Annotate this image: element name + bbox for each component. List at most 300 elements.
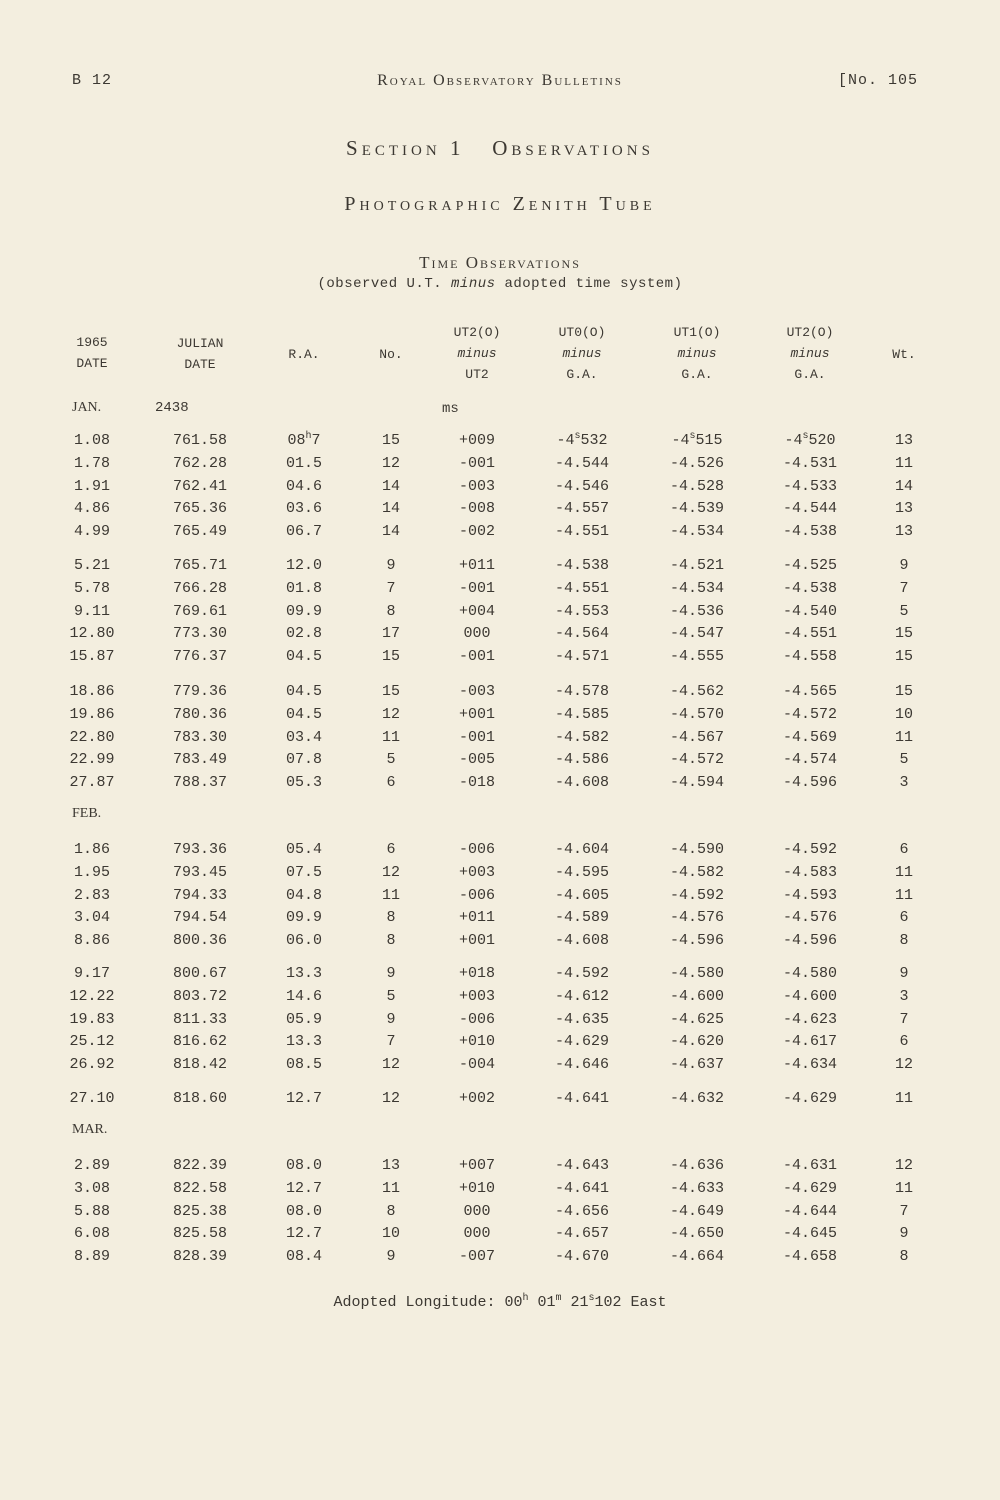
ut0-minus-ga-cell: -4.551	[554, 523, 609, 541]
subtitle-minus: minus	[451, 276, 496, 292]
ra-cell: 05.3	[285, 774, 322, 792]
ut1-minus-ga-cell: -4.650	[669, 1225, 724, 1243]
weight-cell: 5	[899, 751, 909, 769]
ut0-minus-ga-cell: -4.546	[554, 477, 609, 495]
ut2-minus-ga-cell: -4.538	[782, 523, 837, 541]
ra-cell: 04.5	[285, 648, 322, 666]
ut1-minus-ga-cell: -4.596	[669, 932, 724, 950]
weight-cell: 6	[899, 841, 909, 858]
no-cell: 11	[381, 886, 400, 904]
weight-cell: 6	[899, 1033, 909, 1051]
table-subtitle	[0, 276, 1000, 292]
header-julian-line: JULIAN	[176, 336, 224, 351]
date-cell: 27.10	[69, 1090, 115, 1107]
header-ut2o-line: UT2(O)	[453, 325, 501, 340]
ut2o-minus-ut2-cell: -005	[458, 751, 495, 769]
ra-cell: 04.6	[285, 477, 322, 495]
ut2o-minus-ut2-cell: -003	[458, 683, 495, 700]
no-cell: 15	[381, 432, 400, 449]
ra-cell: 08.0	[285, 1202, 322, 1220]
julian-date-cell: 773.30	[172, 625, 227, 643]
header-ut0-line: G.A.	[566, 367, 598, 382]
ut2-minus-ga-cell: -4.572	[782, 705, 837, 723]
julian-date-cell: 765.49	[172, 523, 227, 541]
ut0-minus-ga-cell: -4.578	[554, 683, 609, 700]
date-cell: 1.08	[73, 432, 110, 449]
ut2-minus-ga-cell: -4.558	[782, 648, 837, 666]
ut1-minus-ga-cell: -4.572	[669, 751, 724, 769]
ut1-minus-ga-cell: -4.570	[669, 705, 724, 723]
ut2-minus-ga-cell: -4.538	[782, 579, 837, 597]
no-cell: 12	[381, 863, 400, 881]
header-ut2o-line: minus	[457, 346, 497, 361]
ut2-minus-ga-cell: -4.583	[782, 863, 837, 881]
ut0-minus-ga-cell: -4.557	[554, 500, 609, 518]
ra-cell: 01.5	[285, 454, 322, 472]
ut2-minus-ga-cell: -4.592	[782, 841, 837, 858]
date-cell: 19.86	[69, 705, 115, 723]
ut0-minus-ga-cell: -4.656	[554, 1202, 609, 1220]
weight-cell: 11	[894, 728, 913, 746]
ut2-minus-ga-cell: -4.631	[782, 1157, 837, 1174]
ut2o-minus-ut2-cell: -018	[458, 774, 495, 792]
ut2o-minus-ut2-cell: +002	[458, 1090, 495, 1107]
weight-cell: 7	[899, 1010, 909, 1028]
date-cell: 12.80	[69, 625, 115, 643]
no-cell: 11	[381, 728, 400, 746]
ut0-minus-ga-cell: -4.564	[554, 625, 609, 643]
date-cell: 5.88	[73, 1202, 110, 1220]
subtitle-pre: (observed U.T.	[317, 276, 452, 292]
ra-cell: 03.6	[285, 500, 322, 518]
ut2o-minus-ut2-cell: -001	[458, 648, 495, 666]
header-ut2-line: UT2(O)	[786, 325, 834, 340]
ra-cell: 03.4	[285, 728, 322, 746]
ut0-minus-ga-cell: -4.657	[554, 1225, 609, 1243]
ra-cell: 08.4	[285, 1248, 322, 1266]
bulletin-number: [No. 105	[837, 72, 918, 89]
julian-date-cell: 794.54	[172, 909, 227, 927]
ut2-minus-ga-cell: -4.600	[782, 987, 837, 1005]
ut0-minus-ga-cell: -4.553	[554, 602, 609, 620]
ut0-minus-ga-cell: -4.608	[554, 932, 609, 950]
weight-cell: 11	[894, 863, 913, 881]
julian-date-cell: 766.28	[172, 579, 227, 597]
julian-date-cell: 828.39	[172, 1248, 227, 1266]
ut1-minus-ga-cell: -4.625	[669, 1010, 724, 1028]
ut2-minus-ga-cell: -4.569	[782, 728, 837, 746]
ut0-minus-ga-cell: -4.635	[554, 1010, 609, 1028]
ut1-minus-ga-cell: -4.636	[669, 1157, 724, 1174]
ut2o-minus-ut2-cell: 000	[463, 1202, 491, 1220]
ra-cell: 08$^h$7	[287, 431, 321, 449]
ra-cell: 06.0	[285, 932, 322, 950]
ra-cell: 05.9	[285, 1010, 322, 1028]
julian-date-cell: 762.28	[172, 454, 227, 472]
header-wt: Wt.	[892, 347, 916, 362]
ut2o-minus-ut2-cell: +009	[458, 432, 495, 449]
ut0-minus-ga-cell: -4.586	[554, 751, 609, 769]
ut2o-minus-ut2-cell: +010	[458, 1033, 495, 1051]
no-cell: 15	[381, 648, 400, 666]
date-cell: 3.08	[73, 1179, 110, 1197]
julian-date-cell: 769.61	[172, 602, 227, 620]
ut1-minus-ga-cell: -4.555	[669, 648, 724, 666]
ra-cell: 09.9	[285, 602, 322, 620]
ut2o-minus-ut2-cell: +004	[458, 602, 495, 620]
date-cell: 26.92	[69, 1056, 115, 1074]
julian-date-cell: 816.62	[172, 1033, 227, 1051]
ra-cell: 04.8	[285, 886, 322, 904]
ut0-minus-ga-cell: -4.643	[554, 1157, 609, 1174]
julian-date-cell: 793.45	[172, 863, 227, 881]
ut2-minus-ga-cell: -4.525	[782, 557, 837, 574]
julian-date-cell: 818.42	[172, 1056, 227, 1074]
ra-cell: 04.5	[285, 683, 322, 700]
ut2-minus-ga-cell: -4.623	[782, 1010, 837, 1028]
julian-date-cell: 761.58	[172, 432, 227, 449]
date-cell: 8.86	[73, 932, 110, 950]
ut0-minus-ga-cell: -4.595	[554, 863, 609, 881]
ra-cell: 09.9	[285, 909, 322, 927]
header-ut1-line: minus	[677, 346, 717, 361]
julian-date-cell: 794.33	[172, 886, 227, 904]
ra-cell: 12.7	[285, 1225, 322, 1243]
weight-cell: 11	[894, 1179, 913, 1197]
ut1-minus-ga-cell: -4.649	[669, 1202, 724, 1220]
no-cell: 6	[386, 841, 396, 858]
header-ut0-line: minus	[562, 346, 602, 361]
no-cell: 15	[381, 683, 400, 700]
ut2o-minus-ut2-cell: -006	[458, 841, 495, 858]
weight-cell: 9	[899, 557, 909, 574]
ut2o-minus-ut2-cell: -001	[458, 728, 495, 746]
ut1-minus-ga-cell: -4.528	[669, 477, 724, 495]
ut1-minus-ga-cell: -4.534	[669, 523, 724, 541]
no-cell: 8	[386, 909, 396, 927]
ut2o-minus-ut2-cell: +003	[458, 987, 495, 1005]
header-ut2	[755, 322, 865, 385]
julian-date-cell: 780.36	[172, 705, 227, 723]
ut1-minus-ga-cell: -4.664	[669, 1248, 724, 1266]
weight-cell: 9	[899, 1225, 909, 1243]
ut1-minus-ga-cell: -4$^s$515	[671, 431, 723, 449]
weight-cell: 11	[894, 454, 913, 472]
date-cell: 3.04	[73, 909, 110, 927]
header-ra: R.A.	[288, 347, 320, 362]
no-cell: 9	[386, 965, 396, 982]
julian-date-cell: 783.30	[172, 728, 227, 746]
weight-cell: 10	[894, 705, 913, 723]
julian-date-cell: 788.37	[172, 774, 227, 792]
no-cell: 13	[381, 1157, 400, 1174]
ut2-minus-ga-cell: -4.596	[782, 774, 837, 792]
julian-date-cell: 822.39	[172, 1157, 227, 1174]
weight-cell: 3	[899, 987, 909, 1005]
julian-date-cell: 811.33	[172, 1010, 227, 1028]
ut0-minus-ga-cell: -4.608	[554, 774, 609, 792]
no-cell: 14	[381, 500, 400, 518]
weight-cell: 8	[899, 1248, 909, 1266]
month-label: FEB.	[72, 806, 102, 821]
no-cell: 14	[381, 477, 400, 495]
header-ut1-line: G.A.	[681, 367, 713, 382]
ut2-minus-ga-cell: -4.533	[782, 477, 837, 495]
weight-cell: 3	[899, 774, 909, 792]
header-ut1	[642, 322, 752, 385]
ut2-minus-ga-cell: -4.617	[782, 1033, 837, 1051]
ut0-minus-ga-cell: -4.641	[554, 1090, 609, 1107]
date-cell: 8.89	[73, 1248, 110, 1266]
date-cell: 1.95	[73, 863, 110, 881]
ut0-minus-ga-cell: -4.544	[554, 454, 609, 472]
no-cell: 8	[386, 932, 396, 950]
ra-cell: 08.0	[285, 1157, 322, 1174]
header-ut1-line: UT1(O)	[673, 325, 721, 340]
ut1-minus-ga-cell: -4.637	[669, 1056, 724, 1074]
ut2-minus-ga-cell: -4.540	[782, 602, 837, 620]
ut1-minus-ga-cell: -4.576	[669, 909, 724, 927]
date-cell: 6.08	[73, 1225, 110, 1243]
ut2o-minus-ut2-cell: +001	[458, 932, 495, 950]
date-cell: 4.99	[73, 523, 110, 541]
ut2-minus-ga-cell: -4.576	[782, 909, 837, 927]
header-no: No.	[379, 347, 403, 362]
ut1-minus-ga-cell: -4.562	[669, 683, 724, 700]
weight-cell: 13	[894, 500, 913, 518]
ut2o-minus-ut2-cell: +011	[458, 557, 495, 574]
ut2-minus-ga-cell: -4.531	[782, 454, 837, 472]
ut0-minus-ga-cell: -4.538	[554, 557, 609, 574]
date-cell: 18.86	[69, 683, 115, 700]
no-cell: 8	[386, 602, 396, 620]
ut2-minus-ga-cell: -4.593	[782, 886, 837, 904]
no-cell: 5	[386, 987, 396, 1005]
weight-cell: 13	[894, 432, 913, 449]
ut2o-minus-ut2-cell: -007	[458, 1248, 495, 1266]
ut2o-minus-ut2-cell: +007	[458, 1157, 495, 1174]
weight-cell: 15	[894, 683, 913, 700]
ut2-minus-ga-cell: -4.634	[782, 1056, 837, 1074]
date-cell: 1.78	[73, 454, 110, 472]
ut2o-minus-ut2-cell: -001	[458, 579, 495, 597]
ra-cell: 02.8	[285, 625, 322, 643]
date-cell: 9.17	[73, 965, 110, 982]
weight-cell: 11	[894, 886, 913, 904]
weight-cell: 5	[899, 602, 909, 620]
weight-cell: 15	[894, 648, 913, 666]
date-cell: 27.87	[69, 774, 115, 792]
section-title: Section 1 Observations	[346, 136, 654, 160]
no-cell: 8	[386, 1202, 396, 1220]
date-cell: 15.87	[69, 648, 115, 666]
weight-cell: 11	[894, 1090, 913, 1107]
ut0-minus-ga-cell: -4.641	[554, 1179, 609, 1197]
ut0-minus-ga-cell: -4.589	[554, 909, 609, 927]
julian-date-cell: 818.60	[172, 1090, 227, 1107]
date-cell: 19.83	[69, 1010, 115, 1028]
weight-cell: 12	[894, 1056, 913, 1074]
date-cell: 5.21	[73, 557, 110, 574]
julian-date-cell: 803.72	[172, 987, 227, 1005]
no-cell: 17	[381, 625, 400, 643]
ut0-minus-ga-cell: -4.670	[554, 1248, 609, 1266]
header-julian-line: DATE	[184, 357, 216, 372]
no-cell: 12	[381, 1056, 400, 1074]
ra-cell: 14.6	[285, 987, 322, 1005]
ut1-minus-ga-cell: -4.600	[669, 987, 724, 1005]
ut1-minus-ga-cell: -4.539	[669, 500, 724, 518]
header-date-line: DATE	[76, 356, 108, 371]
julian-date-cell: 765.36	[172, 500, 227, 518]
month-label: MAR.	[72, 1122, 108, 1137]
ut1-minus-ga-cell: -4.521	[669, 557, 724, 574]
ut2-minus-ga-cell: -4.658	[782, 1248, 837, 1266]
ut1-minus-ga-cell: -4.594	[669, 774, 724, 792]
ut1-minus-ga-cell: -4.633	[669, 1179, 724, 1197]
weight-cell: 14	[894, 477, 913, 495]
ut0-minus-ga-cell: -4.551	[554, 579, 609, 597]
date-cell: 2.83	[73, 886, 110, 904]
julian-date-cell: 800.67	[172, 965, 227, 982]
ut0-minus-ga-cell: -4.605	[554, 886, 609, 904]
ut0-minus-ga-cell: -4.629	[554, 1033, 609, 1051]
weight-cell: 6	[899, 909, 909, 927]
table-title: Time Observations	[419, 253, 581, 272]
unit-ms: ms	[442, 401, 459, 417]
ut0-minus-ga-cell: -4.612	[554, 987, 609, 1005]
sub-title: Photographic Zenith Tube	[344, 193, 656, 215]
ra-cell: 13.3	[285, 1033, 322, 1051]
ut2o-minus-ut2-cell: +011	[458, 909, 495, 927]
ra-cell: 07.5	[285, 863, 322, 881]
header-ut2o	[432, 322, 522, 385]
ut2-minus-ga-cell: -4.629	[782, 1179, 837, 1197]
page-number: B 12	[72, 72, 113, 89]
no-cell: 12	[381, 1090, 400, 1107]
ut2o-minus-ut2-cell: -001	[458, 454, 495, 472]
no-cell: 7	[386, 1033, 396, 1051]
ra-cell: 01.8	[285, 579, 322, 597]
ra-cell: 05.4	[285, 841, 322, 858]
weight-cell: 7	[899, 1202, 909, 1220]
ut1-minus-ga-cell: -4.620	[669, 1033, 724, 1051]
ut2o-minus-ut2-cell: -003	[458, 477, 495, 495]
ra-cell: 12.7	[285, 1179, 322, 1197]
no-cell: 6	[386, 774, 396, 792]
ra-cell: 04.5	[285, 705, 322, 723]
julian-date-cell: 779.36	[172, 683, 227, 700]
julian-date-cell: 783.49	[172, 751, 227, 769]
weight-cell: 13	[894, 523, 913, 541]
ut2o-minus-ut2-cell: -006	[458, 1010, 495, 1028]
ut2o-minus-ut2-cell: -002	[458, 523, 495, 541]
ra-cell: 07.8	[285, 751, 322, 769]
ut1-minus-ga-cell: -4.580	[669, 965, 724, 982]
ut2o-minus-ut2-cell: +001	[458, 705, 495, 723]
ut1-minus-ga-cell: -4.536	[669, 602, 724, 620]
ut2-minus-ga-cell: -4.596	[782, 932, 837, 950]
weight-cell: 7	[899, 579, 909, 597]
ut2o-minus-ut2-cell: +003	[458, 863, 495, 881]
julian-date-cell: 776.37	[172, 648, 227, 666]
ra-cell: 12.0	[285, 557, 322, 574]
ut1-minus-ga-cell: -4.632	[669, 1090, 724, 1107]
running-header: Royal Observatory Bulletins	[377, 72, 623, 89]
ut1-minus-ga-cell: -4.567	[669, 728, 724, 746]
ut2o-minus-ut2-cell: 000	[463, 1225, 491, 1243]
header-ut2-line: minus	[790, 346, 830, 361]
date-cell: 25.12	[69, 1033, 115, 1051]
ut2-minus-ga-cell: -4.565	[782, 683, 837, 700]
no-cell: 9	[386, 1010, 396, 1028]
adopted-longitude: Adopted Longitude: 00$^h$ 01$^m$ 21$^s$102 East	[333, 1293, 667, 1311]
ra-cell: 12.7	[285, 1090, 322, 1107]
julian-date-cell: 822.58	[172, 1179, 227, 1197]
ra-cell: 06.7	[285, 523, 322, 541]
date-cell: 1.86	[73, 841, 110, 858]
no-cell: 5	[386, 751, 396, 769]
julian-date-cell: 793.36	[172, 841, 227, 858]
ut0-minus-ga-cell: -4.592	[554, 965, 609, 982]
header-ut2-line: G.A.	[794, 367, 826, 382]
ra-cell: 13.3	[285, 965, 322, 982]
weight-cell: 9	[899, 965, 909, 982]
ut2o-minus-ut2-cell: -006	[458, 886, 495, 904]
date-cell: 9.11	[73, 602, 110, 620]
ut0-minus-ga-cell: -4.582	[554, 728, 609, 746]
julian-date-cell: 762.41	[172, 477, 227, 495]
ut0-minus-ga-cell: -4.571	[554, 648, 609, 666]
ut1-minus-ga-cell: -4.592	[669, 886, 724, 904]
ut2o-minus-ut2-cell: -004	[458, 1056, 495, 1074]
no-cell: 9	[386, 557, 396, 574]
no-cell: 12	[381, 454, 400, 472]
julian-date-cell: 825.58	[172, 1225, 227, 1243]
ut2-minus-ga-cell: -4.580	[782, 965, 837, 982]
month-label: JAN.	[72, 400, 102, 415]
ut2-minus-ga-cell: -4.629	[782, 1090, 837, 1107]
header-julian	[145, 333, 255, 375]
ut0-minus-ga-cell: -4.646	[554, 1056, 609, 1074]
no-cell: 9	[386, 1248, 396, 1266]
header-date-line: 1965	[76, 335, 108, 350]
ut2-minus-ga-cell: -4.644	[782, 1202, 837, 1220]
header-ut0	[527, 322, 637, 385]
ut2o-minus-ut2-cell: 000	[463, 625, 491, 643]
ut2-minus-ga-cell: -4.544	[782, 500, 837, 518]
julian-base: 2438	[155, 400, 189, 416]
ut2o-minus-ut2-cell: -008	[458, 500, 495, 518]
ut1-minus-ga-cell: -4.534	[669, 579, 724, 597]
header-ut0-line: UT0(O)	[558, 325, 606, 340]
ut2-minus-ga-cell: -4.574	[782, 751, 837, 769]
date-cell: 22.99	[69, 751, 115, 769]
ut2-minus-ga-cell: -4$^s$520	[784, 431, 836, 449]
no-cell: 7	[386, 579, 396, 597]
weight-cell: 8	[899, 932, 909, 950]
no-cell: 14	[381, 523, 400, 541]
ut1-minus-ga-cell: -4.590	[669, 841, 724, 858]
date-cell: 22.80	[69, 728, 115, 746]
ut2-minus-ga-cell: -4.645	[782, 1225, 837, 1243]
header-date	[42, 332, 142, 374]
julian-date-cell: 765.71	[172, 557, 227, 574]
ut2-minus-ga-cell: -4.551	[782, 625, 837, 643]
ut2o-minus-ut2-cell: +018	[458, 965, 495, 982]
ra-cell: 08.5	[285, 1056, 322, 1074]
date-cell: 1.91	[73, 477, 110, 495]
